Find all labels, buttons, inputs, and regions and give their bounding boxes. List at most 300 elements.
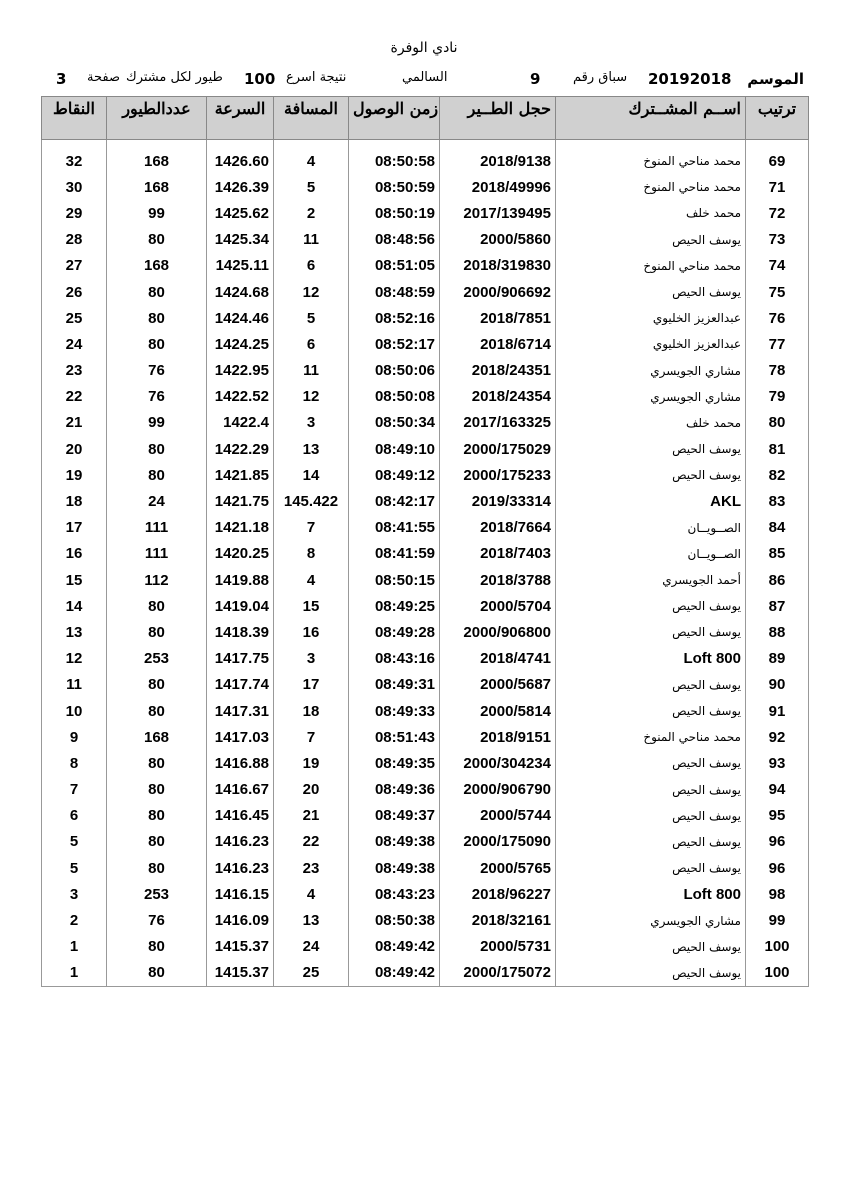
cell-points: 26: [42, 279, 107, 305]
cell-name: الصــويــان: [556, 541, 746, 567]
cell-name: Loft 800: [556, 646, 746, 672]
cell-name: محمد خلف: [556, 410, 746, 436]
cell-distance: 12: [274, 384, 349, 410]
cell-ring: 2018/7851: [440, 305, 556, 331]
cell-points: 3: [42, 881, 107, 907]
season-value: 20192018: [648, 70, 732, 88]
cell-birds: 80: [107, 803, 207, 829]
cell-speed: 1421.85: [207, 462, 274, 488]
cell-rank: 77: [746, 331, 809, 357]
table-row: [42, 488, 809, 514]
cell-name: الصــويــان: [556, 515, 746, 541]
cell-speed: 1418.39: [207, 619, 274, 645]
cell-arrival: 08:52:16: [349, 305, 440, 331]
cell-ring: 2018/7403: [440, 541, 556, 567]
cell-distance: 15: [274, 593, 349, 619]
cell-distance: 6: [274, 331, 349, 357]
cell-points: 23: [42, 358, 107, 384]
cell-rank: 89: [746, 646, 809, 672]
page-number: 3: [56, 70, 67, 88]
cell-speed: 1416.09: [207, 907, 274, 933]
cell-rank: 96: [746, 829, 809, 855]
cell-ring: 2000/175072: [440, 960, 556, 987]
cell-arrival: 08:43:23: [349, 881, 440, 907]
cell-points: 12: [42, 646, 107, 672]
cell-arrival: 08:49:31: [349, 672, 440, 698]
cell-rank: 84: [746, 515, 809, 541]
cell-points: 9: [42, 724, 107, 750]
cell-name: محمد خلف: [556, 200, 746, 226]
cell-points: 1: [42, 960, 107, 987]
cell-speed: 1422.52: [207, 384, 274, 410]
cell-distance: 5: [274, 305, 349, 331]
cell-ring: 2018/9138: [440, 148, 556, 174]
cell-birds: 80: [107, 619, 207, 645]
col-birds: عددالطيور: [107, 97, 207, 140]
cell-arrival: 08:41:59: [349, 541, 440, 567]
cell-speed: 1420.25: [207, 541, 274, 567]
cell-distance: 4: [274, 567, 349, 593]
cell-rank: 94: [746, 777, 809, 803]
cell-points: 28: [42, 227, 107, 253]
cell-arrival: 08:49:25: [349, 593, 440, 619]
table-row: [42, 253, 809, 279]
col-points: النقاط: [42, 97, 107, 140]
cell-birds: 168: [107, 174, 207, 200]
per-member-label: طيور لكل مشترك: [126, 70, 223, 85]
cell-ring: 2000/175029: [440, 436, 556, 462]
cell-rank: 99: [746, 907, 809, 933]
cell-rank: 100: [746, 934, 809, 960]
cell-name: مشاري الجويسري: [556, 384, 746, 410]
cell-birds: 80: [107, 960, 207, 987]
cell-ring: 2000/5704: [440, 593, 556, 619]
cell-arrival: 08:42:17: [349, 488, 440, 514]
cell-points: 1: [42, 934, 107, 960]
cell-name: AKL: [556, 488, 746, 514]
cell-points: 16: [42, 541, 107, 567]
cell-name: محمد مناحي المنوخ: [556, 724, 746, 750]
cell-arrival: 08:49:12: [349, 462, 440, 488]
cell-birds: 111: [107, 515, 207, 541]
cell-speed: 1424.68: [207, 279, 274, 305]
cell-name: يوسف الحيص: [556, 436, 746, 462]
cell-arrival: 08:50:34: [349, 410, 440, 436]
cell-distance: 145.422: [274, 488, 349, 514]
cell-rank: 88: [746, 619, 809, 645]
cell-distance: 7: [274, 724, 349, 750]
table-row: [42, 829, 809, 855]
cell-speed: 1416.88: [207, 750, 274, 776]
cell-birds: 76: [107, 384, 207, 410]
cell-ring: 2018/319830: [440, 253, 556, 279]
cell-name: أحمد الجويسري: [556, 567, 746, 593]
table-row: [42, 803, 809, 829]
cell-distance: 12: [274, 279, 349, 305]
cell-arrival: 08:52:17: [349, 331, 440, 357]
table-row: [42, 148, 809, 174]
season-label: الموسم: [747, 70, 804, 88]
cell-speed: 1419.88: [207, 567, 274, 593]
cell-points: 25: [42, 305, 107, 331]
table-row: [42, 777, 809, 803]
cell-name: عبدالعزيز الخليوي: [556, 331, 746, 357]
cell-birds: 80: [107, 593, 207, 619]
table-row: [42, 619, 809, 645]
cell-birds: 80: [107, 855, 207, 881]
cell-rank: 75: [746, 279, 809, 305]
cell-arrival: 08:48:59: [349, 279, 440, 305]
cell-distance: 25: [274, 960, 349, 987]
cell-distance: 17: [274, 672, 349, 698]
cell-arrival: 08:50:08: [349, 384, 440, 410]
cell-name: يوسف الحيص: [556, 855, 746, 881]
location: السالمي: [402, 70, 448, 85]
cell-ring: 2000/5814: [440, 698, 556, 724]
cell-points: 6: [42, 803, 107, 829]
cell-rank: 72: [746, 200, 809, 226]
cell-name: يوسف الحيص: [556, 279, 746, 305]
cell-arrival: 08:49:42: [349, 934, 440, 960]
cell-points: 21: [42, 410, 107, 436]
table-row: [42, 331, 809, 357]
table-row: [42, 672, 809, 698]
cell-ring: 2000/5731: [440, 934, 556, 960]
cell-birds: 80: [107, 829, 207, 855]
col-distance: المسافة: [274, 97, 349, 140]
cell-points: 17: [42, 515, 107, 541]
cell-ring: 2017/163325: [440, 410, 556, 436]
cell-arrival: 08:51:43: [349, 724, 440, 750]
cell-name: يوسف الحيص: [556, 750, 746, 776]
cell-rank: 98: [746, 881, 809, 907]
cell-rank: 85: [746, 541, 809, 567]
cell-birds: 80: [107, 279, 207, 305]
cell-distance: 18: [274, 698, 349, 724]
table-row: [42, 462, 809, 488]
cell-points: 11: [42, 672, 107, 698]
table-row: [42, 227, 809, 253]
cell-birds: 111: [107, 541, 207, 567]
spacer-row: [42, 140, 809, 149]
cell-ring: 2018/24351: [440, 358, 556, 384]
cell-rank: 90: [746, 672, 809, 698]
col-ring: حجل الطــير: [440, 97, 556, 140]
cell-ring: 2000/5687: [440, 672, 556, 698]
cell-distance: 14: [274, 462, 349, 488]
table-row: [42, 515, 809, 541]
cell-birds: 80: [107, 436, 207, 462]
cell-distance: 5: [274, 174, 349, 200]
cell-points: 5: [42, 855, 107, 881]
cell-distance: 19: [274, 750, 349, 776]
cell-speed: 1426.39: [207, 174, 274, 200]
table-row: [42, 200, 809, 226]
cell-ring: 2000/5765: [440, 855, 556, 881]
col-name: اســم المشــترك: [556, 97, 746, 140]
cell-birds: 80: [107, 672, 207, 698]
cell-birds: 76: [107, 907, 207, 933]
cell-birds: 80: [107, 305, 207, 331]
cell-arrival: 08:49:38: [349, 855, 440, 881]
cell-speed: 1425.34: [207, 227, 274, 253]
cell-ring: 2018/24354: [440, 384, 556, 410]
cell-arrival: 08:41:55: [349, 515, 440, 541]
cell-speed: 1421.18: [207, 515, 274, 541]
cell-birds: 253: [107, 646, 207, 672]
table-row: [42, 907, 809, 933]
cell-arrival: 08:50:38: [349, 907, 440, 933]
table-row: [42, 384, 809, 410]
table-row: [42, 750, 809, 776]
cell-rank: 82: [746, 462, 809, 488]
table-row: [42, 305, 809, 331]
table-row: [42, 174, 809, 200]
cell-birds: 99: [107, 200, 207, 226]
cell-speed: 1425.11: [207, 253, 274, 279]
cell-arrival: 08:50:15: [349, 567, 440, 593]
cell-birds: 99: [107, 410, 207, 436]
cell-points: 32: [42, 148, 107, 174]
cell-ring: 2000/906692: [440, 279, 556, 305]
cell-arrival: 08:50:58: [349, 148, 440, 174]
cell-rank: 96: [746, 855, 809, 881]
cell-name: مشاري الجويسري: [556, 907, 746, 933]
club-name: نادي الوفرة: [390, 40, 458, 56]
cell-rank: 92: [746, 724, 809, 750]
cell-speed: 1421.75: [207, 488, 274, 514]
cell-distance: 21: [274, 803, 349, 829]
table-row: [42, 855, 809, 881]
cell-points: 14: [42, 593, 107, 619]
cell-ring: 2018/3788: [440, 567, 556, 593]
cell-birds: 76: [107, 358, 207, 384]
cell-rank: 73: [746, 227, 809, 253]
cell-birds: 80: [107, 331, 207, 357]
cell-birds: 253: [107, 881, 207, 907]
cell-name: محمد مناحي المنوخ: [556, 174, 746, 200]
cell-name: يوسف الحيص: [556, 698, 746, 724]
cell-birds: 80: [107, 462, 207, 488]
cell-arrival: 08:50:19: [349, 200, 440, 226]
cell-ring: 2000/304234: [440, 750, 556, 776]
cell-birds: 168: [107, 724, 207, 750]
cell-arrival: 08:49:35: [349, 750, 440, 776]
cell-name: يوسف الحيص: [556, 227, 746, 253]
cell-points: 13: [42, 619, 107, 645]
cell-rank: 80: [746, 410, 809, 436]
cell-speed: 1416.15: [207, 881, 274, 907]
cell-distance: 6: [274, 253, 349, 279]
cell-distance: 13: [274, 907, 349, 933]
table-row: [42, 960, 809, 987]
cell-speed: 1417.03: [207, 724, 274, 750]
cell-distance: 16: [274, 619, 349, 645]
cell-points: 5: [42, 829, 107, 855]
table-header-row: [42, 97, 809, 140]
cell-ring: 2000/175090: [440, 829, 556, 855]
cell-rank: 87: [746, 593, 809, 619]
cell-distance: 8: [274, 541, 349, 567]
cell-birds: 24: [107, 488, 207, 514]
cell-distance: 22: [274, 829, 349, 855]
cell-arrival: 08:50:06: [349, 358, 440, 384]
cell-speed: 1422.4: [207, 410, 274, 436]
cell-birds: 80: [107, 698, 207, 724]
table-row: [42, 279, 809, 305]
cell-speed: 1422.95: [207, 358, 274, 384]
cell-rank: 69: [746, 148, 809, 174]
cell-rank: 100: [746, 960, 809, 987]
cell-points: 20: [42, 436, 107, 462]
cell-name: يوسف الحيص: [556, 829, 746, 855]
cell-arrival: 08:49:42: [349, 960, 440, 987]
table-row: [42, 881, 809, 907]
table-row: [42, 567, 809, 593]
cell-distance: 20: [274, 777, 349, 803]
cell-distance: 3: [274, 646, 349, 672]
cell-distance: 24: [274, 934, 349, 960]
cell-speed: 1416.45: [207, 803, 274, 829]
cell-speed: 1425.62: [207, 200, 274, 226]
cell-name: مشاري الجويسري: [556, 358, 746, 384]
cell-distance: 11: [274, 358, 349, 384]
cell-arrival: 08:50:59: [349, 174, 440, 200]
table-row: [42, 724, 809, 750]
cell-speed: 1419.04: [207, 593, 274, 619]
cell-points: 22: [42, 384, 107, 410]
cell-points: 2: [42, 907, 107, 933]
cell-arrival: 08:43:16: [349, 646, 440, 672]
cell-rank: 95: [746, 803, 809, 829]
cell-points: 10: [42, 698, 107, 724]
cell-rank: 74: [746, 253, 809, 279]
col-speed: السرعة: [207, 97, 274, 140]
race-number: 9: [530, 70, 541, 88]
cell-distance: 4: [274, 881, 349, 907]
cell-ring: 2018/7664: [440, 515, 556, 541]
cell-birds: 80: [107, 750, 207, 776]
cell-arrival: 08:48:56: [349, 227, 440, 253]
cell-rank: 79: [746, 384, 809, 410]
cell-ring: 2019/33314: [440, 488, 556, 514]
cell-distance: 7: [274, 515, 349, 541]
cell-arrival: 08:49:36: [349, 777, 440, 803]
cell-arrival: 08:49:37: [349, 803, 440, 829]
cell-speed: 1417.31: [207, 698, 274, 724]
cell-ring: 2000/906800: [440, 619, 556, 645]
cell-ring: 2000/906790: [440, 777, 556, 803]
cell-points: 19: [42, 462, 107, 488]
cell-points: 8: [42, 750, 107, 776]
cell-speed: 1422.29: [207, 436, 274, 462]
cell-distance: 11: [274, 227, 349, 253]
page-label: صفحة: [87, 70, 120, 85]
cell-points: 7: [42, 777, 107, 803]
cell-ring: 2018/32161: [440, 907, 556, 933]
cell-name: عبدالعزيز الخليوي: [556, 305, 746, 331]
cell-points: 15: [42, 567, 107, 593]
cell-arrival: 08:49:33: [349, 698, 440, 724]
cell-speed: 1416.67: [207, 777, 274, 803]
table-row: [42, 358, 809, 384]
cell-speed: 1416.23: [207, 829, 274, 855]
table-row: [42, 436, 809, 462]
cell-name: يوسف الحيص: [556, 960, 746, 987]
fastest-label: نتيجة اسرع: [286, 70, 347, 85]
cell-speed: 1424.46: [207, 305, 274, 331]
cell-name: محمد مناحي المنوخ: [556, 253, 746, 279]
cell-name: محمد مناحي المنوخ: [556, 148, 746, 174]
cell-speed: 1417.74: [207, 672, 274, 698]
cell-rank: 91: [746, 698, 809, 724]
cell-name: يوسف الحيص: [556, 777, 746, 803]
cell-name: يوسف الحيص: [556, 672, 746, 698]
col-rank: ترتيب: [746, 97, 809, 140]
cell-distance: 23: [274, 855, 349, 881]
cell-birds: 80: [107, 227, 207, 253]
col-arrival: زمن الوصول: [349, 97, 440, 140]
cell-speed: 1416.23: [207, 855, 274, 881]
cell-distance: 4: [274, 148, 349, 174]
cell-birds: 112: [107, 567, 207, 593]
cell-birds: 80: [107, 777, 207, 803]
cell-birds: 168: [107, 148, 207, 174]
cell-ring: 2000/5860: [440, 227, 556, 253]
table-row: [42, 934, 809, 960]
cell-points: 29: [42, 200, 107, 226]
race-label: سباق رقم: [573, 70, 628, 85]
cell-points: 18: [42, 488, 107, 514]
cell-rank: 76: [746, 305, 809, 331]
cell-name: يوسف الحيص: [556, 803, 746, 829]
cell-distance: 2: [274, 200, 349, 226]
cell-points: 27: [42, 253, 107, 279]
table-row: [42, 593, 809, 619]
cell-ring: 2000/175233: [440, 462, 556, 488]
cell-ring: 2000/5744: [440, 803, 556, 829]
results-table: [41, 96, 809, 987]
cell-rank: 78: [746, 358, 809, 384]
cell-arrival: 08:49:10: [349, 436, 440, 462]
cell-rank: 81: [746, 436, 809, 462]
cell-arrival: 08:49:28: [349, 619, 440, 645]
table-row: [42, 541, 809, 567]
fastest-count: 100: [244, 70, 276, 88]
cell-speed: 1426.60: [207, 148, 274, 174]
cell-speed: 1424.25: [207, 331, 274, 357]
cell-rank: 71: [746, 174, 809, 200]
cell-name: يوسف الحيص: [556, 619, 746, 645]
cell-birds: 168: [107, 253, 207, 279]
cell-name: يوسف الحيص: [556, 462, 746, 488]
cell-points: 24: [42, 331, 107, 357]
cell-points: 30: [42, 174, 107, 200]
cell-ring: 2018/49996: [440, 174, 556, 200]
cell-rank: 83: [746, 488, 809, 514]
cell-distance: 13: [274, 436, 349, 462]
cell-speed: 1415.37: [207, 960, 274, 987]
table-row: [42, 646, 809, 672]
table-row: [42, 410, 809, 436]
cell-speed: 1415.37: [207, 934, 274, 960]
cell-name: يوسف الحيص: [556, 934, 746, 960]
cell-distance: 3: [274, 410, 349, 436]
cell-rank: 93: [746, 750, 809, 776]
cell-ring: 2018/4741: [440, 646, 556, 672]
cell-ring: 2017/139495: [440, 200, 556, 226]
cell-rank: 86: [746, 567, 809, 593]
